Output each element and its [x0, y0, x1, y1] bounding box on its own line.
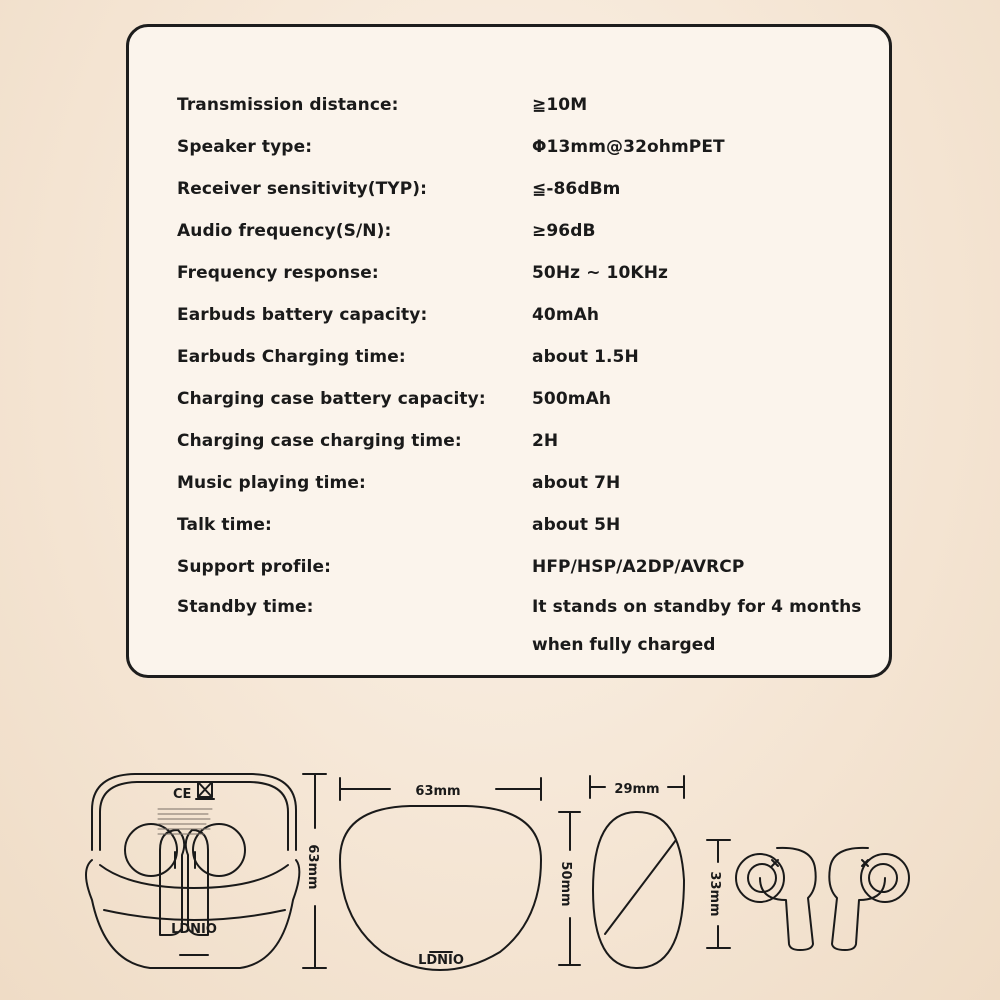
spec-value: about 5H: [532, 515, 621, 535]
case-width-label: 63mm: [415, 784, 461, 799]
brand-logo-open-case: LDNIO: [171, 922, 217, 937]
spec-value: 2H: [532, 431, 559, 451]
spec-row-earbuds-charging-time: [177, 347, 869, 377]
spec-value: Φ13mm@32ohmPET: [532, 137, 725, 157]
spec-row-speaker-type: [177, 137, 869, 167]
brand-logo-closed-case: LDNIO: [418, 953, 464, 968]
spec-label: Audio frequency(S/N):: [177, 221, 392, 241]
spec-value: ≦-86dBm: [532, 179, 621, 199]
spec-row-music-playing-time: [177, 473, 869, 503]
open-case-illustration: [86, 774, 299, 968]
ce-mark: CE: [173, 787, 192, 802]
dimension-diagram: [0, 700, 1000, 1000]
spec-value: 500mAh: [532, 389, 612, 409]
spec-label: Charging case charging time:: [177, 431, 462, 451]
spec-row-transmission-distance: [177, 95, 869, 125]
spec-row-earbuds-battery: [177, 305, 869, 335]
spec-value: about 1.5H: [532, 347, 639, 367]
spec-label: Frequency response:: [177, 263, 379, 283]
spec-label: Talk time:: [177, 515, 272, 535]
earbuds-illustration: [736, 848, 909, 950]
spec-label: Music playing time:: [177, 473, 366, 493]
spec-label: Earbuds battery capacity:: [177, 305, 428, 325]
spec-value: It stands on standby for 4 months: [532, 597, 862, 617]
spec-label: Standby time:: [177, 597, 314, 617]
spec-label: Receiver sensitivity(TYP):: [177, 179, 428, 199]
spec-value: 40mAh: [532, 305, 600, 325]
spec-value: about 7H: [532, 473, 621, 493]
open-case-height-label: 63mm: [305, 844, 320, 890]
spec-value-continuation: when fully charged: [532, 635, 716, 655]
spec-label: Charging case battery capacity:: [177, 389, 486, 409]
spec-label: Speaker type:: [177, 137, 313, 157]
case-depth-label: 29mm: [614, 782, 660, 797]
spec-row-receiver-sensitivity: [177, 179, 869, 209]
spec-row-audio-frequency: [177, 221, 869, 251]
case-height-label: 50mm: [558, 861, 573, 907]
spec-value: HFP/HSP/A2DP/AVRCP: [532, 557, 745, 577]
spec-value: ≥96dB: [532, 221, 596, 241]
spec-row-standby-time: [177, 597, 869, 627]
spec-label: Support profile:: [177, 557, 332, 577]
spec-row-talk-time: [177, 515, 869, 545]
spec-row-case-battery: [177, 389, 869, 419]
case-side-illustration: [593, 812, 684, 968]
case-label-lines: [158, 809, 212, 834]
spec-value: ≧10M: [532, 95, 588, 115]
spec-row-support-profile: [177, 557, 869, 587]
spec-card: [126, 24, 892, 678]
certification-icon: [196, 782, 214, 799]
earbud-height-label: 33mm: [707, 871, 722, 917]
spec-row-case-charging-time: [177, 431, 869, 461]
spec-label: Earbuds Charging time:: [177, 347, 406, 367]
closed-case-front-illustration: [340, 806, 541, 970]
spec-value: 50Hz ~ 10KHz: [532, 263, 669, 283]
spec-label: Transmission distance:: [177, 95, 399, 115]
spec-row-frequency-response: [177, 263, 869, 293]
